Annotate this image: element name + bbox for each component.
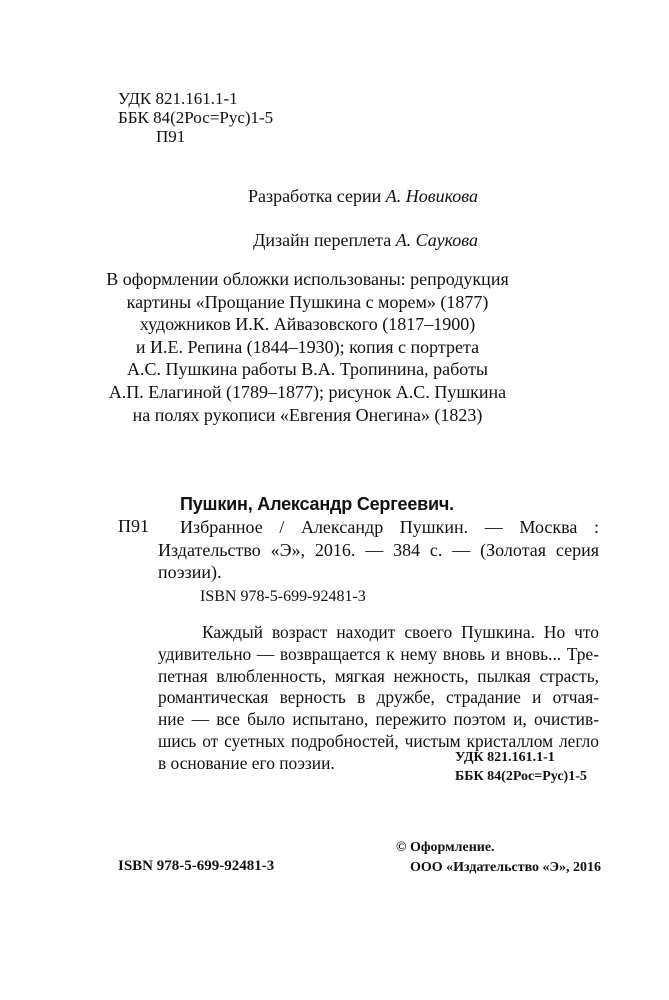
- bottom-catalog-codes: [455, 748, 587, 786]
- annotation-line: удивительно — возвращается к нему вновь и вновь... Тре-: [158, 643, 599, 664]
- image-credit-line: картины «Прощание Пушкина с морем» (1877): [126, 291, 489, 312]
- isbn-inline: ISBN 978-5-699-92481-3: [200, 588, 366, 605]
- bibliographic-description: [158, 516, 599, 584]
- bottom-bbk: ББК 84(2Рос=Рус)1-5: [455, 769, 587, 784]
- bottom-udk: УДК 821.161.1-1: [455, 750, 555, 765]
- image-credit-line: на полях рукописи «Евгения Онегина» (1823): [132, 404, 483, 425]
- cover-image-credits: [60, 268, 555, 426]
- annotation-line: шись от суетных подробностей, чистым кристаллом легло: [158, 730, 599, 751]
- bbk-code: ББК 84(2Рос=Рус)1-5: [118, 108, 274, 127]
- catalog-codes: [118, 89, 273, 146]
- copyright-line: © Оформление.: [396, 840, 495, 855]
- annotation-line: петная влюбленность, мягкая нежность, пылкая страсть,: [158, 665, 599, 686]
- image-credit-line: А.П. Елагиной (1789–1877); рисунок А.С. Пушкина: [108, 381, 507, 402]
- isbn-bottom: ISBN 978-5-699-92481-3: [118, 858, 275, 874]
- annotation-line: Каждый возраст находит своего Пушкина. Но что: [202, 622, 599, 642]
- bibliographic-author: Пушкин, Александр Сергеевич.: [180, 494, 454, 514]
- author-mark: П91: [156, 127, 186, 146]
- bibliographic-line: Издательство «Э», 2016. — 384 с. — (Золотая серия: [158, 539, 599, 560]
- copyright: [396, 838, 601, 878]
- bibliographic-mark: П91: [118, 516, 149, 536]
- bibliographic-line: поэзии).: [158, 562, 222, 583]
- image-credit-line: и И.Е. Репина (1844–1930); копия с портрета: [135, 336, 480, 357]
- copyright-line: ООО «Издательство «Э», 2016: [410, 860, 602, 875]
- series-credit: [248, 185, 478, 207]
- image-credit-line: художников И.К. Айвазовского (1817–1900): [139, 314, 476, 335]
- bibliographic-line: Избранное / Александр Пушкин. — Москва :: [180, 517, 599, 537]
- annotation-line: ние — все было испытано, пережито поэтом и, очистив-: [158, 709, 599, 730]
- image-credit-line: А.С. Пушкина работы В.А. Тропинина, работы: [126, 359, 489, 380]
- annotation-line: романтическая верность в дружбе, страдание и отчая-: [158, 687, 599, 708]
- series-credit-prefix: Разработка серии: [247, 186, 386, 206]
- annotation-line: в основание его поэзии.: [158, 752, 335, 773]
- series-credit-name: А. Новикова: [385, 186, 478, 206]
- binding-credit-prefix: Дизайн переплета: [253, 230, 396, 250]
- image-credit-line: В оформлении обложки использованы: репродукция: [106, 269, 509, 289]
- binding-credit: [253, 229, 478, 251]
- udk-code: УДК 821.161.1-1: [118, 89, 238, 108]
- binding-credit-name: А. Саукова: [395, 230, 478, 250]
